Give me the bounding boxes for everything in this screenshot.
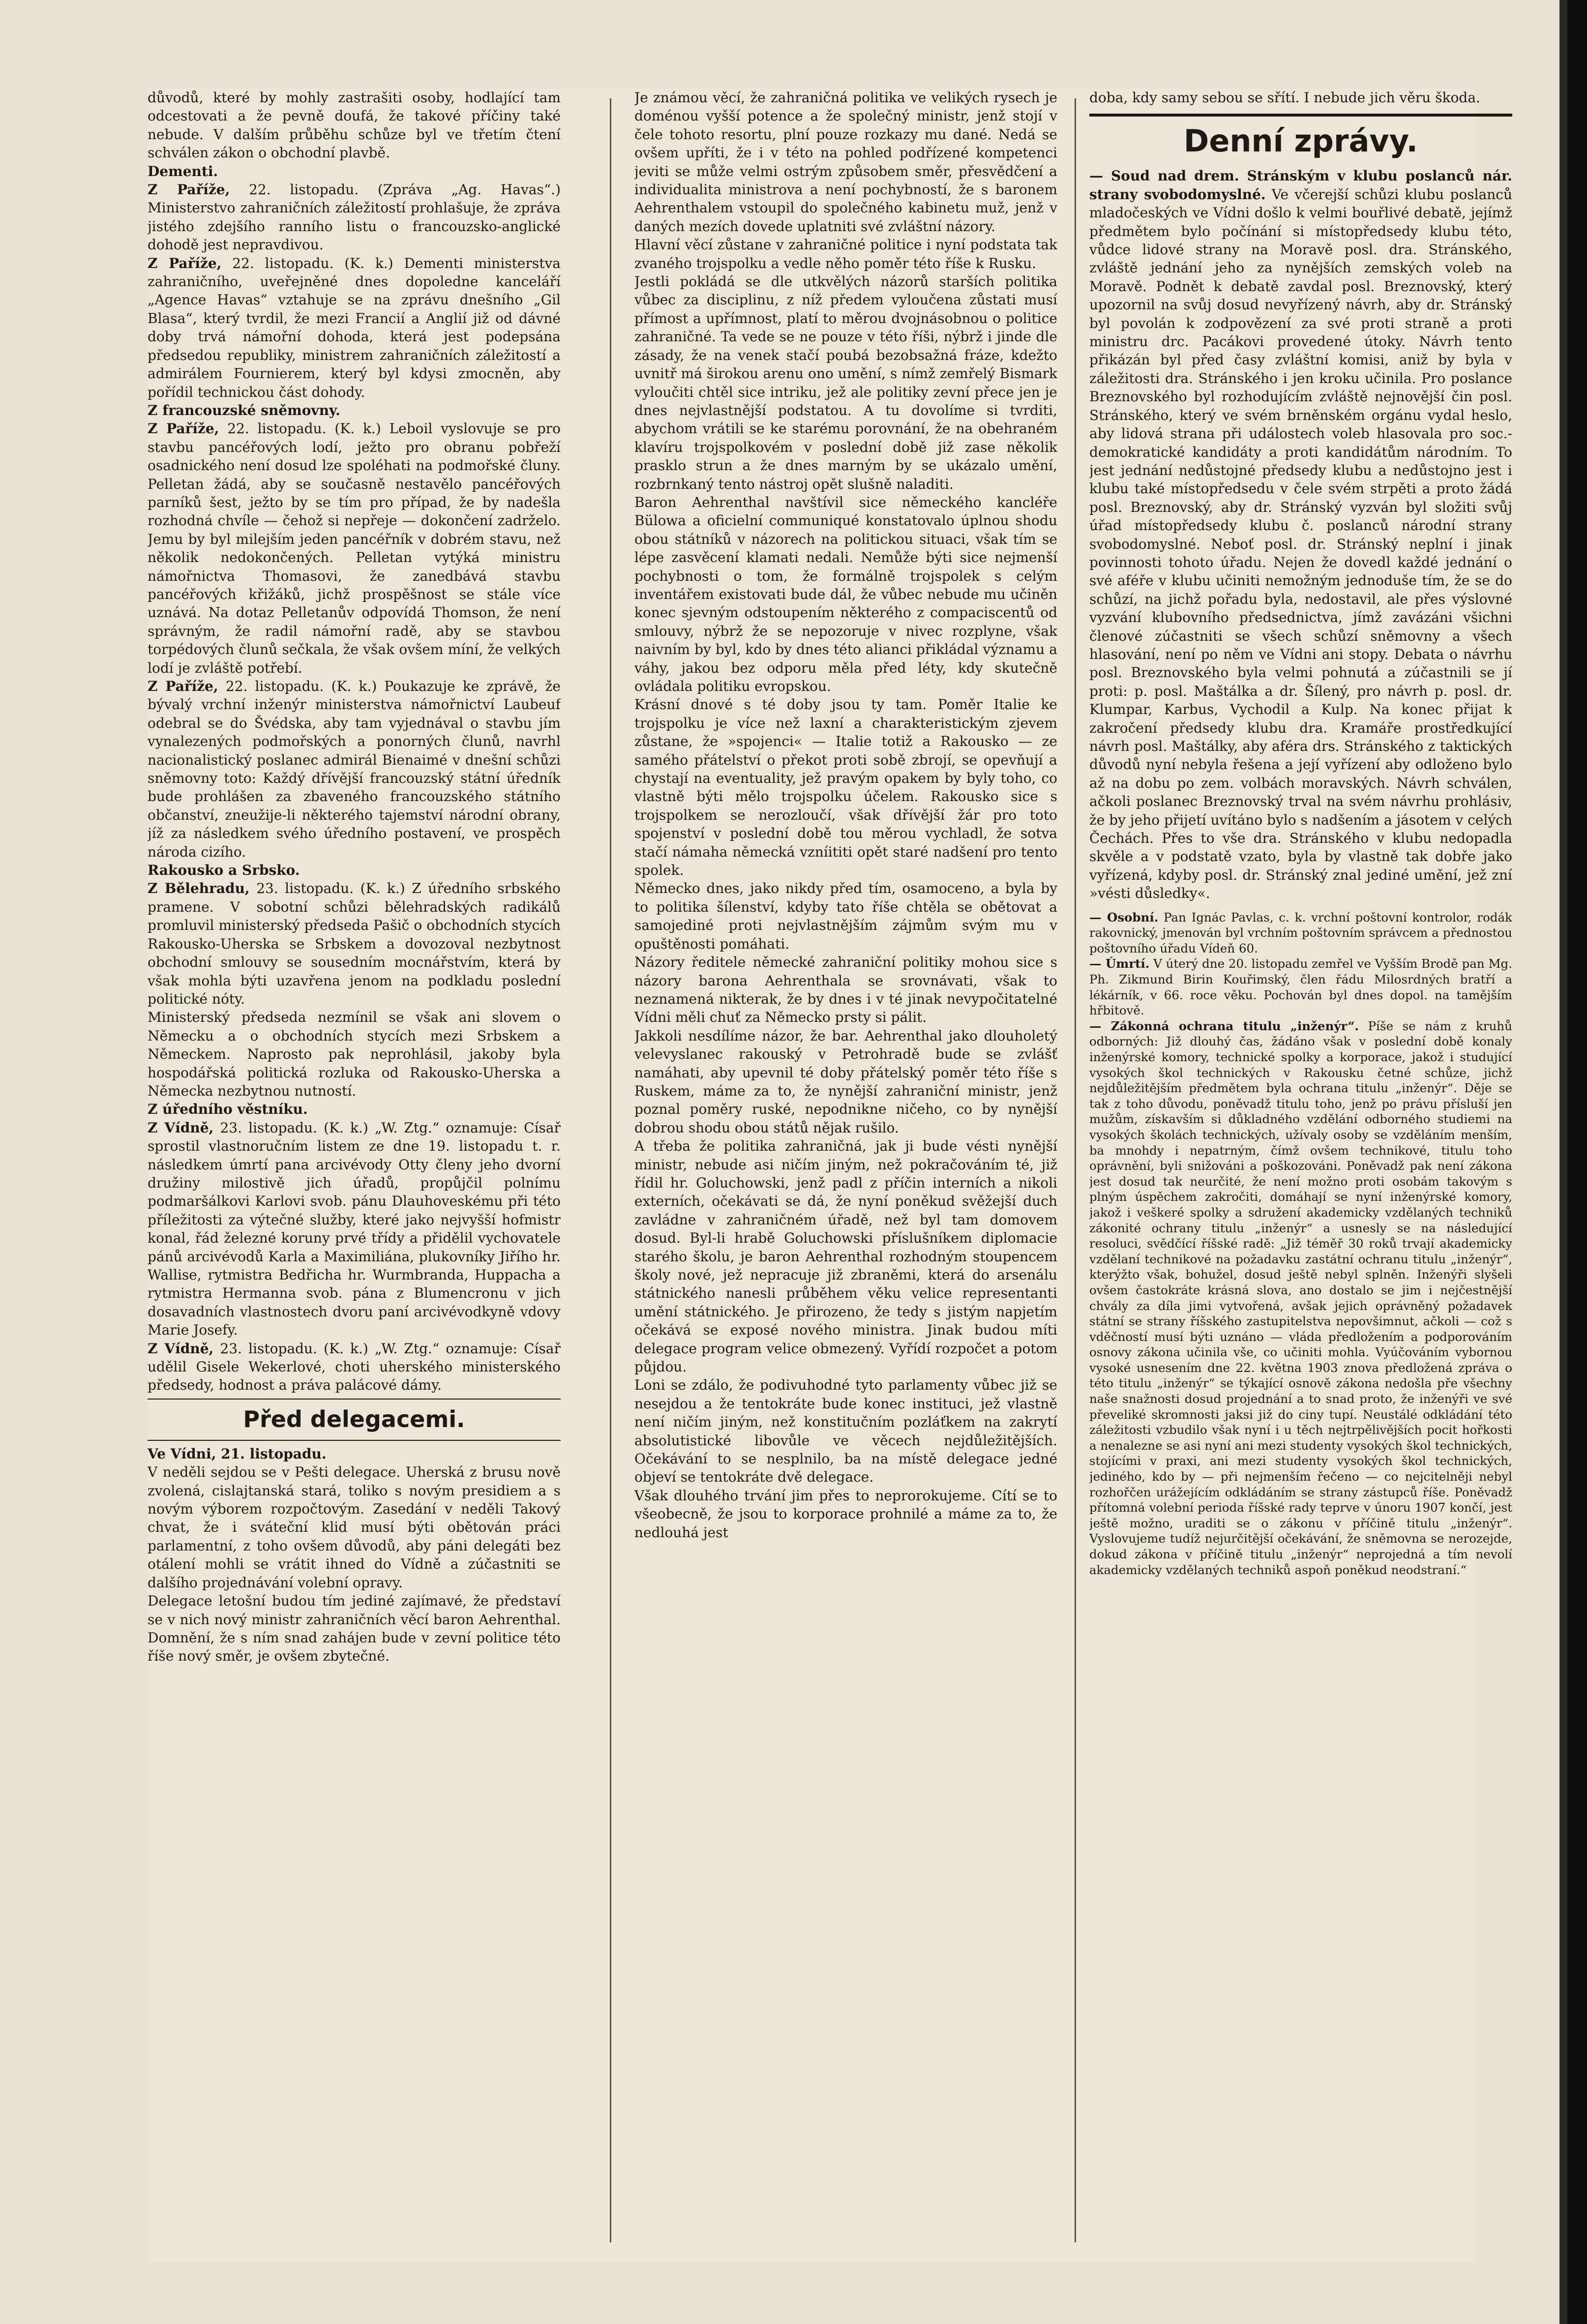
divider <box>148 1440 561 1441</box>
article-paragraph: důvodů, které by mohly zastrašiti osoby, hodlající tam odcestovati a že pevně doufá, že takové příčiny také nebude. V dalším průběhu schůze byl ve třetím čtení schválen zákon o obchodní plavbě. <box>148 89 561 161</box>
article-paragraph: Jestli pokládá se dle utkvělých názorů starších politika vůbec za disciplinu, z níž předem vyloučena zůstati musí přímost a upřímnost, platí to měrou dvojnásobnou o politice zahraničné. Ta vede se ne pouze v této říši, nýbrž i jinde dle zásady, že na venek stačí poubá bezobsažná fráze, kdežto uvnitř má širokou arenu ono umění, s nímž zemřelý Bismark vyloučiti chtěl sice intriku, jež ale politiky zevní přece jen je dnes nejvlastnější podstatou. A tu dovolíme si tvrditi, abychom vrátili se ke starému porovnání, že na obehraném klavíru trojspolkovém v poslední době již zase několik prasklo strun a že dnes marným by se ukázalo umění, rozbrnkaný tento nástroj opět slušně naladiti. <box>634 273 1057 492</box>
dateline: Z Vídně, <box>148 1119 214 1136</box>
column-rule <box>610 98 611 2242</box>
article-paragraph <box>1089 956 1512 1018</box>
dateline-vienna: Ve Vídni, 21. listopadu. <box>148 1445 327 1462</box>
article-paragraph: Je známou věcí, že zahraničná politika ve velikých rysech je doménou vyšší potence a že společný ministr, jenž stojí v čele tohoto resortu, plní pouze rozkazy mu dané. Nedá se ovšem upříti, že i v této na pohled podřízené kompetenci jeviti se může velmi ostrým způsobem směr, přesvědčení a individualita ministrova a není pochybností, že s baronem Aehrenthalem vstoupil do společného kabinetu muž, jenž v daných mezích dovede uplatniti své zvláštní názory. <box>634 89 1057 235</box>
news-lead: — Úmrtí. <box>1089 956 1150 971</box>
article-text: 22. listopadu. (Zpráva „Ag. Havas“.) Ministerstvo zahraničních záležitostí prohlašuje, že zpráva jistého zdejšího ranního listu o francouzsko-anglické dohodě jest nepravdivou. <box>148 181 561 253</box>
article-paragraph <box>148 677 561 861</box>
divider <box>148 1399 561 1400</box>
dateline: Z Paříže, <box>148 420 219 437</box>
article-paragraph: V neděli sejdou se v Pešti delegace. Uherská z brusu nově zvolená, cislajtanská stará, toliko s novým presidiem a s novým výborem rozpočtovým. Zasedání v neděli Takový chvat, že i sváteční klid musí býti obětován práci parlamentní, z toho ovšem důvodů, aby páni delegáti bez otálení mohli se vrátit ihned do Vídně a zúčastniti se dalšího projednávání volební opravy. <box>148 1464 561 1591</box>
subheading-rakousko: Rakousko a Srbsko. <box>148 862 300 879</box>
article-text: Pan Ignác Pavlas, c. k. vrchní poštovní kontrolor, rodák rakovnický, jmenován byl vrchním poštovním správcem a přednostou poštovního úřadu Vídeň 60. <box>1089 910 1512 955</box>
subheading-dementi: Dementi. <box>148 163 218 179</box>
section-title-denni-zpravy: Denní zprávy. <box>1183 123 1418 159</box>
dateline: Z Paříže, <box>148 255 222 271</box>
article-text: Píše se nám z kruhů odborných: Již dlouhý čas, žádáno však v poslední době konaly inženýrské komory, technické spolky a korporace, jakož i studující vysokých škol technických v Rakousku četné schůze, jichž nejdůležitějším předmětem byla ochrana titulu „inženýr“. Děje se tak z toho důvodu, poněvadž titulu toho, jenž po právu přísluší jen mužům, získavším si důkladného vzdělání odborného studiemi na vysokých školách technických, užívaly osoby se vzděláním menším, ba mnohdy i nepatrným, čímž ovšem technikové, titulu toho oprávnění, byli snižováni a poškozováni. Poněvadž pak není zákona jest dosud tak neurčité, že není možno proti osobám takovým s plným úspěchem zakročiti, domáhají se nyní inženýrské komory, jakož i veškeré spolky a sdružení akademicky vzdělaných techniků zákonité ochrany titulu „inženýr“ a usnesly se na následující resoluci, svědčící říšské radě: „Již téměř 30 roků trvají akademicky vzdělaní technikové na požadavku zastátní ochranu titulu „inženýr“, kterýžto však, bohužel, dosud ještě nebyl splněn. Inženýři slyšeli ovšem častokráte krásná slova, ano dostalo se jim i nejčestnější chvály za díla jimi vytvořená, avšak jejich oprávněný požadavek státní se strany říšského zastupitelstva nepovšimnut, ačkoli — což s vděčností musí býti uznáno — vláda předložením a podporováním osnovy zákona učinila vše, co učiniti mohla. Vyúčováním vybornou vysoké usnesením dne 22. května 1903 znova předložená zpráva o této titulu „inženýr“ se týkající osnově zákona nedošla pře všechny naše snažnosti dosud projednání a to snad proto, že inženýři ve své převeliké skromnosti jaksi již do ciny tupí. Neustálé odkládání této záležitosti vzbudilo však nyní i u těch nejtrpělivějších pocit hořkosti a nenalezne se asi nyní ani mezi studenty vysokých škol technických, stojícími v praxi, ani mezi studenty vysokých škol technických, jediného, kdo by — při nejmenším řečeno — co nejcitelněji nebyl rozhořčen urážejícím odkládáním se strany zástupců říše. Poněvadž přítomná volební perioda říšské rady teprve v únoru 1907 končí, jest ještě možno, uraditi se o zákonu v příčině titulu „inženýr“. Vyslovujeme tudíž nejurčitější očekávání, že sněmovna se nerozejde, dokud zákona v příčině titulu „inženýr“ neprojedná a tím nevolí akademicky vzdělaných techniků aspoň poněkud neodstraní.“ <box>1089 1018 1512 1577</box>
scan-edge <box>1567 0 1587 2324</box>
dateline: Z Paříže, <box>148 678 218 694</box>
column-rule <box>1075 98 1076 2242</box>
article-paragraph: Baron Aehrenthal navštívil sice německého kancléře Bülowa a oficielní communiqué konstatovalo úplnou shodu obou státníků v názorech na politickou situaci, však tím se lépe zasvěcení klamati nedali. Nemůže býti sice nejmenší pochybnosti o tom, že formálně trojspolek s celým inventářem existovati bude dál, že vůbec nebude mu učiněn konec sjevným odstoupením některého z compaciscentů od smlouvy, nýbrž že se nepozoruje v nivec rozplyne, však naivním by byl, kdo by dnes této alianci přikládal významu a váhy, jakou bez odporu měla před léty, kdy skutečně ovládala politiku evropskou. <box>634 494 1057 694</box>
article-paragraph: Krásní dnové s té doby jsou ty tam. Poměr Italie ke trojspolku je více než laxní a charakteristickým zjevem zůstane, že »spojenci« — Italie totiž a Rakousko — ze samého přátelství o překot proti sobě zbrojí, se opevňují a chystají na eventuality, jež pravým opakem by byly toho, co vlastně býti mělo trojspolku účelem. Rakousko sice s trojspolkem se nerozloučí, však dřívější žár pro toto spojenství v poslední době tou měrou vychladl, že sotva stačí námaha německá vzníititi opět staré nadšení pro tento spolek. <box>634 696 1057 879</box>
news-lead: — Soud nad drem. Stránským v klubu poslanců nár. strany svobodomyslné. <box>1089 168 1512 203</box>
article-paragraph <box>148 1340 561 1395</box>
article-paragraph: Německo dnes, jako nikdy před tím, osamoceno, a byla by to politika šílenství, kdyby tato říše chtěla se obětovat a samojediné proti nejvlastnějším zájmům svým mu v opuštěnosti pomáhati. <box>634 880 1057 952</box>
dateline: Z Paříže, <box>148 181 230 198</box>
small-print-block <box>1089 903 1512 1578</box>
article-paragraph <box>1089 167 1512 902</box>
article-paragraph: Delegace letošní budou tím jediné zajímavé, že představí se v nich nový ministr zahraničních věcí baron Aehrenthal. Domnění, že s ním snad zahájen bude v zevní politice této říše nový směr, je ovšem zbytečné. <box>148 1593 561 1665</box>
article-text: 23. listopadu. (K. k.) Z úředního srbského pramene. V sobotní schůzi bělehradských radikálů promluvil ministerský předseda Pašič o obchodních stycích Rakousko-Uherska se Srbskem a dovozoval nezbytnost obchodní smlouvy se sousedním mocnářstvím, která by však mohla býti uzavřena jenom na podkladu poslední politické nóty. <box>148 880 561 1007</box>
article-paragraph <box>1089 910 1512 956</box>
dateline: Z Bělehradu, <box>148 880 250 897</box>
article-text: 23. listopadu. (K. k.) „W. Ztg.“ oznamuje: Císař sprostil vlastnoručním listem ze dne 19. listopadu t. r. následkem úmrtí pana arcivévody Otty členy jeho dvorní družiny milostivě jich úřadů, propůjčil polnímu podmaršálkovi Karlovi svob. pánu Dlauhoveskému při této příležitosti za výtečné služby, které jako nejvyšší hofmistr konal, řád železné koruny prvé třídy a přidělil vychovatele pánů arcivévodů Karla a Maximiliána, plukovníky Jiřího hr. Wallise, rytmistra Bedřicha hr. Wurmbranda, Huppacha a rytmistra Hermanna svob. pána z Blumencronu v jich dosavadních vlastnostech dvoru paní arcivévodkyně vdovy Marie Josefy. <box>148 1119 561 1339</box>
article-paragraph <box>148 180 561 254</box>
newspaper-page <box>148 89 1512 2262</box>
subheading-vestnik: Z úředního věstníku. <box>148 1101 308 1118</box>
article-text: Ve včerejší schůzi klubu poslanců mladočeských ve Vídni došlo k velmi bouřlivé debatě, jejímž předmětem bylo počínání si místopředsedy klubu této, vůdce lidové strany na Moravě posl. dra. Stránského, zvláště jednání jeho za nynějších zemských voleb na Moravě. Podnět k debatě zavdal posl. Breznovský, který upozornil na svůj dosud nevyřízený návrh, aby dr. Stránský byl povolán k zodpovězení za své proti straně a proti ministru drc. Pacákovi provedené útoky. Návrh tento přikázán byl před časy zvláštní komisi, aniž by byla v záležitosti dra. Stránského i jen kroku učinila. Pro poslance Breznovského byl rozhodujícím zvláště nejnovější čin posl. Stránského, který ve svém brněnském orgánu vydal heslo, aby lidová strana při událostech voleb hlasovala pro soc.-demokratické kandidáty a proti kandidátům národním. To jest jednání nedůstojné předsedy klubu a nedůstojno jest i klubu také místopředsedu v čele svém strpěti a proto žádá posl. Breznovský, aby dr. Stránský vyzván byl složiti svůj úřad místopředsedy klubu č. poslanců národní strany svobodomyslné. Neboť posl. dr. Stránský neplní i jinak povinnosti tohoto úřadu. Nejen že dovedl každé jednání o své aféře v klubu učiniti nemožným jednoduše tím, že se do schůzí, na jichž pořadu byla, nedostavil, ale přes výslovné vyzvání klubovního předsednictva, jímž zavázáni všichni členové zúčastniti se všech schůzí sněmovny a všech hlasování, není po něm ve Vídni ani stopy. Debata o návrhu posl. Breznovského byla velmi pohnutá a zúčastnili se jí proti: p. posl. Maštálka a dr. Šílený, pro návrh p. posl. dr. Klumpar, Karbus, Vychodil a Kulp. Na konec přijat k zakročení předsedy klubu dra. Kramáře prostředkující návrh posl. Maštálky, aby aféra drs. Stránského z taktických důvodů nyní nebyla řešena a její vyřízení aby odloženo bylo až na dobu po zem. volbách moravských. Návrh schválen, ačkoli poslanec Breznovský trval na svém návrhu prohlásiv, že by jeho přijetí uvítáno bylo s nadšením a jásotem v celých Čechách. Přes to vše dra. Stránského v klubu nedopadla skvěle a v podstatě vzato, byla by vlastně tak dobře jako vyřízená, kdyby posl. dr. Stránský znal jediné umění, jež zní »vésti důsledky«. <box>1089 186 1512 902</box>
column-3 <box>1089 89 1512 2262</box>
article-paragraph <box>148 1119 561 1340</box>
column-2 <box>634 89 1057 2262</box>
subheading-franc: Z francouzské sněmovny. <box>148 402 340 418</box>
article-text: V úterý dne 20. listopadu zemřel ve Vyšším Brodě pan Mg. Ph. Zikmund Birin Kouřimský, člen řádu Milosrdných bratří a lékárník, v 66. roce věku. Pochován byl dnes dopol. na tamějším hřbitově. <box>1089 956 1512 1018</box>
article-paragraph: A třeba že politika zahraničná, jak ji bude vésti nynější ministr, nebude asi ničím jiným, než pokračováním té, již řídil hr. Goluchowski, jenž padl z příčin interních a nikoli externích, očekávati se dá, že nyní poněkud svěžejší duch zavládne v zahraničném úřadě, než byl tam domovem dosud. Byl-li hrabě Goluchowski příslušníkem diplomacie starého školu, je baron Aehrenthal rozhodným stoupencem školy nové, jež nepracuje již zbraněmi, která do arsenálu státnického nanesli průběhem věku velice representanti umění státnického. Je přirozeno, že tedy s jistým napjetím očekává se exposé nového ministra. Jinak budou míti delegace program velice obmezený. Vyřídí rozpočet a potom půjdou. <box>634 1138 1057 1375</box>
article-text: 23. listopadu. (K. k.) „W. Ztg.“ oznamuje: Císař udělil Gisele Wekerlové, choti uherského ministerského předsedy, hodnost a práva palácové dámy. <box>148 1340 561 1394</box>
scan-edge <box>1559 0 1567 2324</box>
dateline: Z Vídně, <box>148 1340 214 1357</box>
news-lead: — Osobní. <box>1089 910 1159 924</box>
article-text: 22. listopadu. (K. k.) Leboil vyslovuje se pro stavbu pancéřových lodí, ježto pro obranu pobřeží osadnického není dosud lze spoléhati na podmořské čluny. Pelletan žádá, aby se současně nestavělo pancéřových parníků šest, ježto by se tím pro případ, že by nadešla rozhodná chvíle — čehož si nepřeje — dokončení zadrželo. Jemu by byl milejším jeden pancéřník v dobrém stavu, než několik nedokončených. Pelletan vytýká ministru námořnictva Thomasovi, že zanedbává stavbu pancéřových křižáků, jichž prospěšnost se stále více uznává. Na dotaz Pelletanův odpovídá Thomson, že není správným, že radil námořní radě, aby se stavbou torpédových člunů sečkala, že však ovšem míní, že velkých lodí je zvláště potřebí. <box>148 420 561 676</box>
article-paragraph <box>148 879 561 1008</box>
article-paragraph <box>148 419 561 677</box>
article-text: 22. listopadu. (K. k.) Poukazuje ke zprávě, že bývalý vrchní inženýr ministerstva námořnictví Laubeuf odebral se do Švédska, aby tam vyjednával o stavbu jím vynalezených podmořských a ponorných člunů, navrhl nacionalistický poslanec admirál Bienaimé v dnešní schůzi sněmovny toto: Každý dřívější francouzský státní úředník bude prohlášen za zbaveného francouzského státního občanství, zneužije-li některého tajemství národní obrany, jíž za následkem svého úředního postavení, ve prospěch národa cizího. <box>148 678 561 860</box>
section-title-delegace: Před delegacemi. <box>243 1405 465 1432</box>
article-paragraph <box>1089 1018 1512 1578</box>
article-text: 22. listopadu. (K. k.) Dementi ministerstva zahraničního, uveřejněné dnes dopoledne kanceláří „Agence Havas“ vztahuje se na zprávu dnešního „Gil Blasa“, který tvrdil, že mezi Francií a Anglií již od dávné doby trvá námořní dohoda, která jest podepsána předsedou republiky, ministrem zahraničních záležitostí a admirálem Fournierem, který byl kdysi zmocněn, aby pořídil technickou část dohody. <box>148 255 561 400</box>
divider <box>1089 114 1512 117</box>
column-1 <box>148 89 561 2262</box>
article-paragraph <box>148 254 561 401</box>
article-paragraph: Názory ředitele německé zahraniční politiky mohou sice s názory barona Aehrenthala se srovnávati, však to neznamená nikterak, že by dnes i v té jinak nevypočitatelné Vídni měli chuť za Německo prsty si pálit. <box>634 954 1057 1026</box>
article-paragraph: Však dlouhého trvání jim přes to neprorokujeme. Cítí se to všeobecně, že jsou to korporace prohnilé a máme za to, že nedlouhá jest <box>634 1487 1057 1541</box>
news-lead: — Zákonná ochrana titulu „inženýr“. <box>1089 1018 1359 1033</box>
article-paragraph: Loni se zdálo, že podivuhodné tyto parlamenty vůbec již se nesejdou a že tentokráte bude konec instituci, jež vlastně není ničím jiným, než konstitučním pozláťkem na zakrytí absolutistické libovůle ve věcech nejdůležitějších. Očekávání to se nesplnilo, ba na místě delegace jedné objeví se tentokráte dvě delegace. <box>634 1377 1057 1486</box>
article-paragraph: doba, kdy samy sebou se sřítí. I nebude jich věru škoda. <box>1089 89 1480 106</box>
article-paragraph: Hlavní věcí zůstane v zahraničné politice i nyní podstata tak zvaného trojspolku a vedle něho poměr této říše k Rusku. <box>634 237 1057 271</box>
article-paragraph: Ministerský předseda nezmínil se však ani slovem o Německu a o obchodních stycích mezi Srbskem a Německem. Naprosto pak neprohlásil, jakoby byla hospodářská politická rozluka od Rakousko-Uherska a Německa nezbytnou nutností. <box>148 1009 561 1099</box>
article-paragraph: Jakkoli nesdílíme názor, že bar. Aehrenthal jako dlouholetý velevyslanec rakouský v Petrohradě bude se zvlášť namáhati, aby upevnil té doby přátelský poměr této říše s Ruskem, máme za to, že nynější zahraniční ministr, jenž poznal poměry ruské, nepodnikne ničeho, co by nynější dobrou shodu obou států nějak rušilo. <box>634 1027 1057 1136</box>
